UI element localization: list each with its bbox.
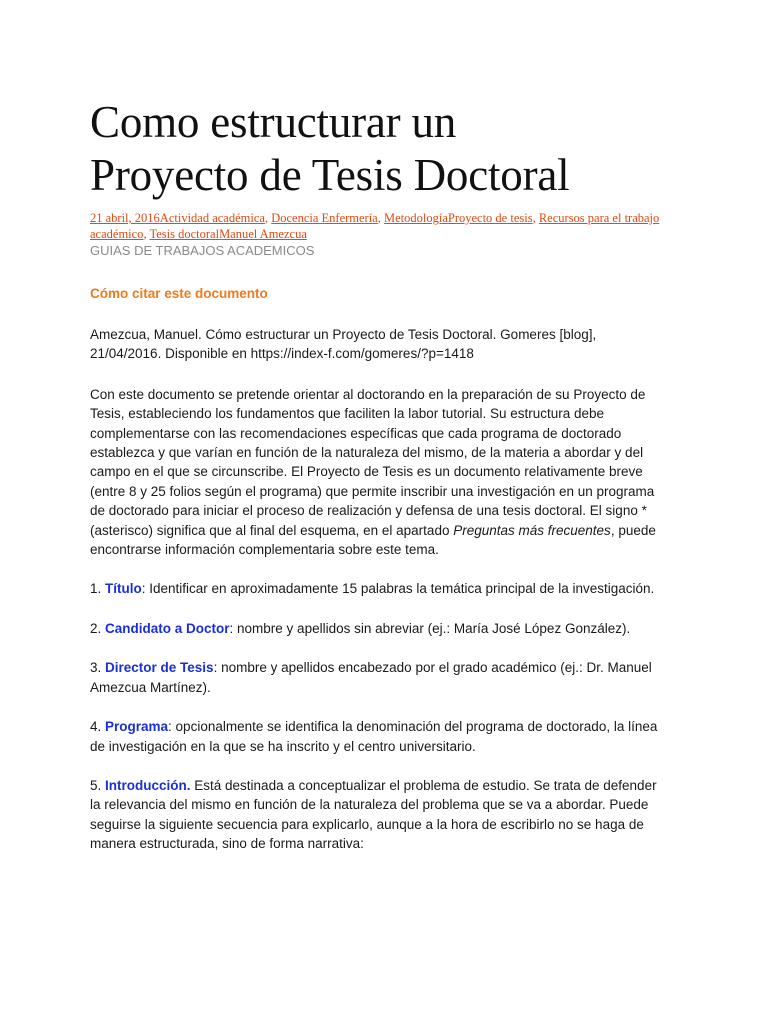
category-link-actividad[interactable]: Actividad académica bbox=[159, 211, 265, 225]
category-label: GUIAS DE TRABAJOS ACADEMICOS bbox=[90, 243, 315, 258]
date-link[interactable]: 21 abril, 2016 bbox=[90, 211, 160, 225]
post-meta bbox=[90, 210, 670, 242]
category-link-docencia[interactable]: Docencia Enfermería bbox=[271, 211, 378, 225]
intro-italic: Preguntas más frecuentes bbox=[453, 522, 611, 538]
meta-separator: , bbox=[532, 211, 539, 225]
tag-link-proyecto[interactable]: Proyecto de tesis bbox=[447, 211, 533, 225]
item-text: : nombre y apellidos encabezado por el grado académico (ej.: Dr. Manuel Amezcua Martínez). bbox=[90, 660, 652, 695]
list-item-programa bbox=[90, 717, 670, 756]
page-title-line1: Como estructurar un bbox=[90, 97, 457, 147]
item-number: 3. bbox=[90, 660, 106, 676]
list-item-director bbox=[90, 658, 670, 697]
meta-separator: , bbox=[264, 211, 272, 225]
item-number: 1. bbox=[90, 581, 106, 597]
intro-text: Con este documento se pretende orientar al doctorando en la preparación de su Proyecto de Tesis, estableciendo los fundamentos que faciliten la labor tutorial. Su estructura debe complementarse con las recomendaciones específicas que cada programa de doctorado establezca y que varían en función de la naturaleza del mismo, de la materia a abordar y del campo en el que se circunscribe. El Proyecto de Tesis es un documento relativamente breve (entre 8 y 25 folios según el programa) que permite inscribir una investigación en un programa de doctorado para iniciar el proceso de realización y defensa de una tesis doctoral. El signo * (asterisco) significa que al final del esquema, en el apartado bbox=[90, 386, 655, 538]
item-number: 2. bbox=[90, 620, 106, 636]
author-link[interactable]: Manuel Amezcua bbox=[219, 227, 307, 241]
item-term: Título bbox=[105, 581, 142, 597]
page-title-line2: Proyecto de Tesis Doctoral bbox=[90, 150, 570, 200]
document-page bbox=[90, 96, 670, 854]
cite-paragraph: Amezcua, Manuel. Cómo estructurar un Proyecto de Tesis Doctoral. Gomeres [blog], 21/04/2016. Disponible en https://index-f.com/gomeres/?p=1418 bbox=[90, 327, 597, 362]
item-number: 4. bbox=[90, 719, 106, 735]
page-title bbox=[90, 96, 670, 202]
item-term: Programa bbox=[105, 719, 169, 735]
list-item-introduccion bbox=[90, 776, 670, 854]
list-item-candidato bbox=[90, 619, 670, 638]
list-item-titulo bbox=[90, 579, 670, 598]
item-text: : nombre y apellidos sin abreviar (ej.: María José López González). bbox=[229, 620, 631, 636]
meta-separator: , bbox=[377, 211, 384, 225]
item-text: : opcionalmente se identifica la denominación del programa de doctorado, la línea de investigación en la que se ha inscrito y el centro universitario. bbox=[90, 719, 658, 754]
meta-separator: , bbox=[143, 227, 150, 241]
tag-link-tesis[interactable]: Tesis doctoral bbox=[149, 227, 220, 241]
tag-link-recursos[interactable]: Recursos para el trabajo académico bbox=[90, 211, 660, 241]
item-text: Está destinada a conceptualizar el problema de estudio. Se trata de defender la relevancia del mismo en función de la naturaleza del problema que se va a abordar. Puede seguirse la siguiente secuencia para explicarlo, aunque a la hora de escribirlo no se haga de manera estructurada, sino de forma narrativa: bbox=[90, 777, 657, 852]
item-number: 5. bbox=[90, 777, 106, 793]
item-term: Director de Tesis bbox=[105, 660, 214, 676]
item-term: Introducción. bbox=[105, 777, 191, 793]
intro-paragraph bbox=[90, 385, 670, 560]
intro-text-end: , puede encontrarse información complementaria sobre este tema. bbox=[90, 522, 656, 558]
item-text: : Identificar en aproximadamente 15 palabras la temática principal de la investigación. bbox=[141, 581, 655, 597]
cite-heading: Cómo citar este documento bbox=[90, 286, 268, 301]
category-link-metodologia[interactable]: Metodología bbox=[383, 211, 448, 225]
item-term: Candidato a Doctor bbox=[105, 620, 230, 636]
